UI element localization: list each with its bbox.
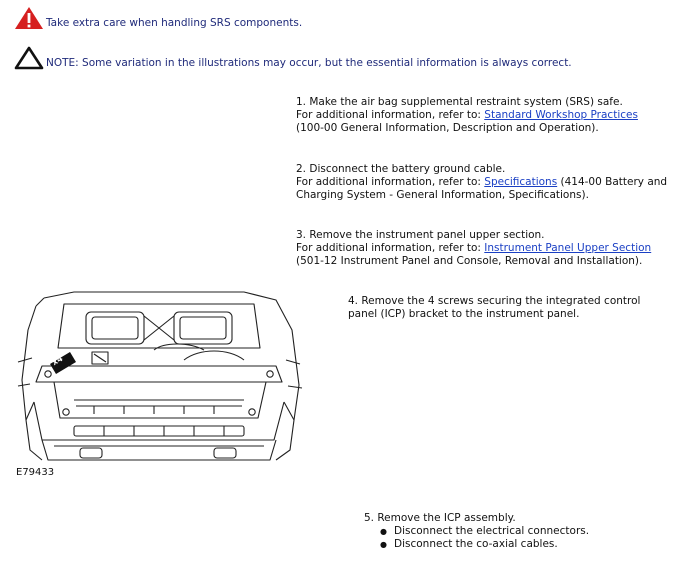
- step-5-text: 5. Remove the ICP assembly.: [364, 512, 516, 524]
- step-3-ref-prefix: For additional information, refer to:: [296, 242, 485, 254]
- step-2-ref-suffix-2: Charging System - General Information, Specifications).: [296, 189, 589, 201]
- step-4: [348, 295, 640, 321]
- icp-bracket-illustration: [14, 290, 304, 480]
- dashboard-line-drawing: [14, 290, 304, 480]
- step-4-line-2: panel (ICP) bracket to the instrument panel.: [348, 308, 580, 320]
- standard-workshop-practices-link[interactable]: Standard Workshop Practices: [484, 109, 638, 121]
- step-1: [296, 96, 638, 135]
- step-3-ref-suffix: (501-12 Instrument Panel and Console, Removal and Installation).: [296, 255, 643, 267]
- step-3: [296, 229, 651, 268]
- note-row: [14, 46, 572, 70]
- note-text: NOTE: Some variation in the illustrations may occur, but the essential information is always correct.: [46, 57, 572, 69]
- caution-text: Take extra care when handling SRS components.: [46, 17, 303, 29]
- step-2: [296, 163, 667, 202]
- specifications-link[interactable]: Specifications: [484, 176, 558, 188]
- caution-row: [14, 6, 302, 30]
- figure-label: E79433: [16, 467, 55, 478]
- substep-item: ● Disconnect the electrical connectors.: [364, 525, 589, 538]
- step-2-ref-prefix: For additional information, refer to:: [296, 176, 485, 188]
- callout-x4-label: x4: [50, 353, 65, 368]
- step-5: [364, 512, 589, 551]
- step-4-line-1: 4. Remove the 4 screws securing the integrated control: [348, 295, 641, 307]
- step-2-ref-suffix: (414-00 Battery and: [557, 176, 668, 188]
- warning-triangle-icon: [14, 6, 44, 30]
- instrument-panel-upper-section-link[interactable]: Instrument Panel Upper Section: [484, 242, 652, 254]
- step-1-ref-suffix: (100-00 General Information, Description and Operation).: [296, 122, 599, 134]
- step-5-substeps: [364, 525, 589, 551]
- step-1-ref-prefix: For additional information, refer to:: [296, 109, 485, 121]
- substep-item: ● Disconnect the co-axial cables.: [364, 538, 589, 551]
- note-triangle-icon: [14, 46, 44, 70]
- step-3-text: 3. Remove the instrument panel upper section.: [296, 229, 545, 241]
- step-2-text: 2. Disconnect the battery ground cable.: [296, 163, 506, 175]
- step-1-text: 1. Make the air bag supplemental restraint system (SRS) safe.: [296, 96, 623, 108]
